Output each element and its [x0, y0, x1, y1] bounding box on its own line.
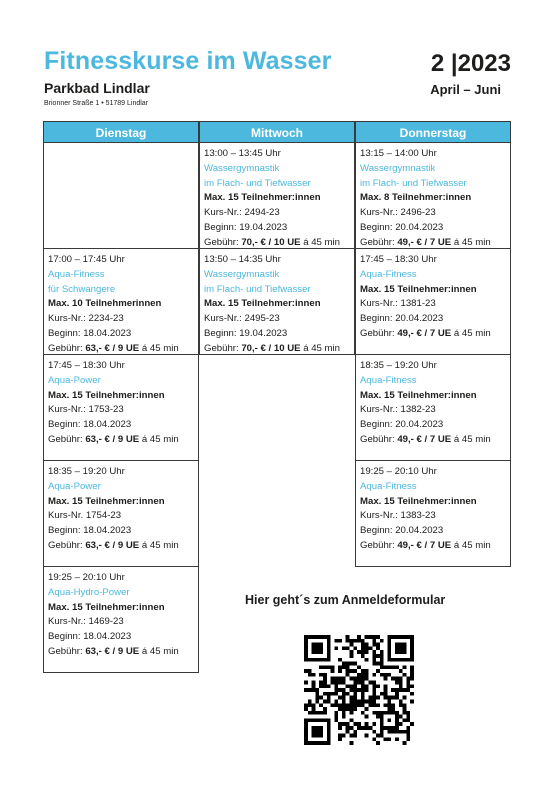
fee-amount: 70,- € / 10 UE	[241, 342, 301, 354]
empty-cell	[43, 143, 199, 249]
course-fee	[48, 342, 194, 357]
course-start: Beginn: 20.04.2023	[360, 313, 444, 325]
course-time: 19:25 – 20:10 Uhr	[48, 572, 125, 583]
fee-amount: 63,- € / 9 UE	[85, 539, 140, 551]
venue-address: Brionner Straße 1 • 51789 Lindlar	[44, 100, 149, 107]
fee-label: Gebühr:	[360, 236, 398, 248]
course-cell	[43, 461, 199, 567]
course-name: Wassergymnastik	[360, 162, 436, 174]
season: April – Juni	[430, 82, 501, 97]
course-number: Kurs-Nr.: 1753-23	[48, 404, 124, 416]
fee-unit: á 45 min	[300, 236, 341, 248]
column-header: Donnerstag	[355, 121, 511, 143]
course-max-participants: Max. 15 Teilnehmer:innen	[48, 495, 165, 507]
course-list	[355, 143, 511, 567]
course-start: Beginn: 20.04.2023	[360, 525, 444, 537]
course-fee	[360, 327, 506, 342]
course-time: 17:00 – 17:45 Uhr	[48, 254, 125, 265]
fee-unit: á 45 min	[139, 342, 179, 354]
course-number: Kurs-Nr.: 2496-23	[360, 207, 436, 219]
fee-label: Gebühr:	[48, 433, 86, 445]
course-name: im Flach- und Tiefwasser	[360, 177, 467, 189]
course-start: Beginn: 20.04.2023	[360, 419, 444, 431]
fee-unit: á 45 min	[451, 539, 491, 551]
qr-code-icon[interactable]	[304, 635, 414, 745]
course-time: 13:15 – 14:00 Uhr	[360, 148, 437, 159]
course-cell	[43, 567, 199, 673]
fee-amount: 49,- € / 7 UE	[397, 327, 452, 339]
course-fee	[360, 433, 506, 448]
fee-unit: á 45 min	[139, 539, 179, 551]
course-name: Wassergymnastik	[204, 162, 280, 174]
fee-label: Gebühr:	[48, 645, 86, 657]
fee-amount: 63,- € / 9 UE	[85, 433, 140, 445]
fee-amount: 70,- € / 10 UE	[241, 236, 301, 248]
course-cell	[355, 461, 511, 567]
course-cell	[355, 249, 511, 355]
course-start: Beginn: 19.04.2023	[204, 221, 288, 233]
course-cell	[43, 249, 199, 355]
course-fee	[204, 342, 350, 357]
fee-unit: á 45 min	[451, 327, 491, 339]
fee-unit: á 45 min	[451, 236, 491, 248]
course-time: 19:25 – 20:10 Uhr	[360, 466, 437, 477]
fee-label: Gebühr:	[360, 539, 398, 551]
course-max-participants: Max. 15 Teilnehmer:innen	[360, 389, 477, 401]
course-time: 13:00 – 13:45 Uhr	[204, 148, 281, 159]
course-max-participants: Max. 15 Teilnehmer:innen	[204, 298, 321, 310]
course-max-participants: Max. 10 Teilnehmerinnen	[48, 298, 162, 310]
course-name: Aqua-Fitness	[48, 268, 105, 280]
column-tuesday	[43, 121, 199, 673]
course-max-participants: Max. 15 Teilnehmer:innen	[360, 283, 477, 295]
course-start: Beginn: 20.04.2023	[360, 221, 444, 233]
fee-unit: á 45 min	[451, 433, 491, 445]
course-name: Wassergymnastik	[204, 268, 280, 280]
fee-amount: 63,- € / 9 UE	[85, 342, 140, 354]
course-name: im Flach- und Tiefwasser	[204, 283, 311, 295]
issue-number: 2 |2023	[430, 50, 511, 77]
course-cell	[199, 143, 355, 249]
course-number: Kurs-Nr. 1754-23	[48, 510, 122, 522]
course-time: 18:35 – 19:20 Uhr	[48, 466, 125, 477]
fee-label: Gebühr:	[204, 236, 242, 248]
course-fee	[48, 433, 194, 448]
fee-amount: 49,- € / 7 UE	[397, 236, 452, 248]
course-time: 17:45 – 18:30 Uhr	[48, 360, 125, 371]
course-max-participants: Max. 8 Teilnehmer:innen	[360, 192, 472, 204]
course-start: Beginn: 18.04.2023	[48, 631, 132, 643]
venue-name: Parkbad Lindlar	[44, 80, 150, 96]
course-number: Kurs-Nr.: 2234-23	[48, 313, 124, 325]
course-number: Kurs-Nr.: 1381-23	[360, 298, 436, 310]
fee-label: Gebühr:	[48, 342, 86, 354]
column-wednesday	[199, 121, 355, 355]
column-header: Mittwoch	[199, 121, 355, 143]
course-max-participants: Max. 15 Teilnehmer:innen	[48, 389, 165, 401]
signup-link[interactable]: Hier geht´s zum Anmeldeformular	[245, 593, 446, 607]
course-cell	[199, 249, 355, 355]
course-number: Kurs-Nr.: 1382-23	[360, 404, 436, 416]
fee-label: Gebühr:	[48, 539, 86, 551]
course-name: Aqua-Fitness	[360, 374, 417, 386]
fee-unit: á 45 min	[300, 342, 341, 354]
fee-amount: 63,- € / 9 UE	[85, 645, 140, 657]
fee-label: Gebühr:	[204, 342, 242, 354]
course-max-participants: Max. 15 Teilnehmer:innen	[360, 495, 477, 507]
course-list	[43, 249, 199, 673]
course-fee	[48, 645, 194, 660]
course-number: Kurs-Nr.: 1383-23	[360, 510, 436, 522]
course-max-participants: Max. 15 Teilnehmer:innen	[204, 192, 321, 204]
course-fee	[204, 236, 350, 251]
column-header: Dienstag	[43, 121, 199, 143]
fee-label: Gebühr:	[360, 327, 398, 339]
course-fee	[360, 236, 506, 251]
fee-unit: á 45 min	[139, 645, 179, 657]
course-start: Beginn: 18.04.2023	[48, 419, 132, 431]
course-name: Aqua-Hydro-Power	[48, 586, 130, 598]
course-name: Aqua-Power	[48, 480, 101, 492]
course-list	[199, 143, 355, 355]
course-name: Aqua-Fitness	[360, 268, 417, 280]
course-start: Beginn: 18.04.2023	[48, 525, 132, 537]
course-number: Kurs-Nr.: 1469-23	[48, 616, 124, 628]
course-name: Aqua-Fitness	[360, 480, 417, 492]
column-thursday	[355, 121, 511, 567]
course-cell	[355, 143, 511, 249]
course-name: im Flach- und Tiefwasser	[204, 177, 311, 189]
course-time: 18:35 – 19:20 Uhr	[360, 360, 437, 371]
course-start: Beginn: 18.04.2023	[48, 327, 132, 339]
course-time: 13:50 – 14:35 Uhr	[204, 254, 281, 265]
fee-amount: 49,- € / 7 UE	[397, 433, 452, 445]
course-start: Beginn: 19.04.2023	[204, 327, 288, 339]
course-max-participants: Max. 15 Teilnehmer:innen	[48, 601, 165, 613]
course-time: 17:45 – 18:30 Uhr	[360, 254, 437, 265]
course-cell	[355, 355, 511, 461]
fee-unit: á 45 min	[139, 433, 179, 445]
fee-label: Gebühr:	[360, 433, 398, 445]
course-fee	[48, 539, 194, 554]
page-title: Fitnesskurse im Wasser	[44, 47, 332, 75]
course-number: Kurs-Nr.: 2495-23	[204, 313, 280, 325]
course-name: Aqua-Power	[48, 374, 101, 386]
course-cell	[43, 355, 199, 461]
fee-amount: 49,- € / 7 UE	[397, 539, 452, 551]
course-name: für Schwangere	[48, 283, 116, 295]
course-fee	[360, 539, 506, 554]
course-number: Kurs-Nr.: 2494-23	[204, 207, 280, 219]
